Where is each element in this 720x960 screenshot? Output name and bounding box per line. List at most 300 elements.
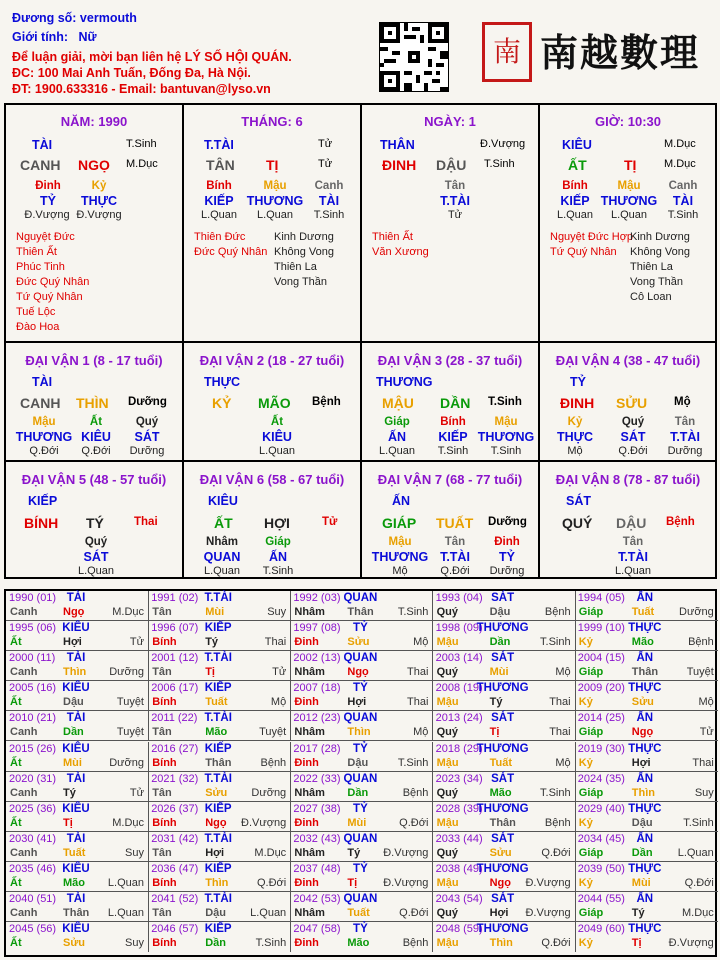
year-stage: Thai: [406, 666, 429, 679]
year-stage: Q.Đới: [399, 816, 429, 829]
hidden-can: Quý: [621, 416, 645, 428]
year-chi: Mùi: [489, 666, 509, 679]
year-label: 2043 (54): [435, 893, 483, 905]
hidden-can: Mậu: [32, 416, 56, 428]
dai-van-stage: Dưỡng: [488, 516, 527, 528]
brand-logo: 南越數理: [540, 30, 701, 75]
year-stage: Suy: [694, 786, 714, 799]
year-label: 2002 (13): [293, 652, 341, 665]
year-than: KIÊU: [62, 742, 90, 755]
year-stage: Dưỡng: [251, 786, 287, 799]
dai-van-title: ĐẠI VẬN 8 (78 - 87 tuổi): [555, 472, 701, 487]
year-chi: Sửu: [631, 696, 654, 709]
pillar-month: [184, 105, 362, 343]
year-label: 1995 (06): [9, 622, 57, 635]
hidden-than: THỰC: [80, 194, 118, 208]
year-can: Tân: [152, 907, 172, 919]
hidden-than: THƯƠNG: [246, 194, 304, 208]
dai-van-cell: [6, 343, 184, 462]
year-can: Kỷ: [578, 876, 593, 889]
year-chi: Mão: [347, 937, 370, 950]
year-cell: [575, 711, 718, 741]
year-chi: Tuất: [205, 696, 228, 709]
year-label: 2035 (46): [9, 862, 57, 875]
year-cell: [575, 742, 718, 772]
year-than: KIẾP: [204, 622, 232, 635]
year-chi: Mão: [205, 726, 228, 739]
year-label: 2015 (26): [9, 742, 57, 755]
year-label: 2037 (48): [293, 862, 341, 875]
year-chi: Mão: [489, 786, 512, 799]
year-than: ẤN: [636, 712, 654, 725]
year-than: THỰC: [628, 742, 662, 755]
year-label: 2019 (30): [577, 742, 625, 755]
year-chi: Hợi: [347, 696, 367, 709]
hidden-stage: L.Quan: [77, 565, 115, 577]
dai-van-can: BÍNH: [24, 515, 59, 531]
year-chi: Thân: [347, 606, 374, 618]
hidden-can: Tân: [674, 416, 696, 428]
year-label: 2010 (21): [9, 712, 57, 725]
star: Không Vong: [274, 246, 334, 258]
year-chi: Sửu: [489, 846, 512, 859]
year-chi: Thìn: [205, 876, 229, 889]
star: Không Vong: [630, 246, 690, 258]
pillar-can: ẤT: [568, 157, 587, 173]
year-chi: Hợi: [63, 636, 82, 649]
year-label: 2018 (29): [435, 742, 483, 755]
year-than: THỰC: [628, 862, 662, 875]
hidden-stage: L.Quan: [256, 209, 294, 221]
hidden-can: Bính: [440, 416, 466, 428]
hidden-stage: Dưỡng: [489, 565, 525, 577]
year-stage: M.Dục: [112, 606, 144, 618]
year-cell: [148, 772, 291, 802]
year-than: TÀI: [66, 772, 86, 785]
star: Vong Thần: [274, 276, 328, 288]
year-stage: Đ.Vượng: [241, 816, 287, 829]
year-stage: Bệnh: [544, 816, 571, 829]
year-cell: [290, 711, 433, 741]
year-cell: [290, 742, 433, 772]
year-cell: [290, 862, 433, 892]
year-stage: Tử: [129, 636, 144, 649]
year-chi: Tị: [347, 876, 358, 889]
star: Đức Quý Nhân: [16, 276, 90, 288]
year-chi: Dần: [489, 636, 511, 649]
year-can: Kỷ: [578, 636, 593, 649]
year-label: 2044 (55): [577, 893, 625, 905]
hidden-can: Đinh: [35, 180, 61, 192]
hidden-stage: Dưỡng: [667, 445, 703, 457]
star-list: [630, 231, 690, 303]
year-label: 1991 (02): [151, 592, 199, 604]
year-stage: Đ.Vượng: [525, 876, 571, 889]
year-chi: Ngọ: [205, 816, 227, 829]
star: Tuế Lộc: [16, 306, 56, 318]
year-cell: [433, 922, 576, 952]
year-cell: [148, 922, 291, 952]
year-than: TỶ: [353, 622, 368, 635]
year-label: 2022 (33): [293, 772, 341, 785]
hidden-than: THƯƠNG: [15, 430, 73, 444]
hidden-stage: Q.Đới: [81, 445, 111, 457]
year-can: Mậu: [436, 816, 459, 829]
year-chi: Mão: [63, 876, 85, 889]
year-label: 2027 (38): [293, 802, 341, 815]
star: Đào Hoa: [16, 321, 60, 333]
hidden-stage: Đ.Vượng: [24, 209, 70, 221]
subject-name: Đương số: vermouth: [12, 11, 137, 25]
hidden-than: KIẾP: [438, 430, 468, 444]
year-cell: [6, 651, 149, 681]
year-can: Kỷ: [578, 756, 593, 769]
year-than: QUAN: [343, 712, 378, 725]
year-label: 1990 (01): [9, 592, 57, 604]
pillar-chi-right: M.Dục: [664, 158, 696, 170]
year-stage: Suy: [267, 606, 287, 618]
dai-van-stage: Mộ: [674, 396, 691, 408]
hidden-can: Mậu: [263, 180, 287, 192]
year-than: KIÊU: [62, 802, 90, 815]
year-chi: Tị: [63, 816, 73, 829]
year-cell: [433, 742, 576, 772]
year-stage: Đ.Vượng: [525, 907, 571, 919]
year-can: Ất: [10, 876, 22, 889]
year-than: SÁT: [491, 893, 515, 905]
year-cell: [6, 681, 149, 711]
annual-table: [4, 589, 717, 957]
year-can: Đinh: [294, 636, 319, 649]
year-cell: [290, 802, 433, 832]
star: Tứ Quý Nhân: [16, 291, 83, 303]
dai-van-chi: TÝ: [86, 515, 104, 531]
year-stage: Q.Đới: [256, 876, 287, 889]
hidden-can: Mậu: [617, 180, 641, 192]
year-label: 2024 (35): [577, 772, 625, 785]
year-cell: [575, 591, 718, 621]
year-label: 2045 (56): [9, 923, 57, 936]
year-than: SÁT: [491, 652, 515, 665]
year-than: THƯƠNG: [476, 742, 529, 755]
year-chi: Tý: [63, 786, 76, 799]
year-label: 2049 (60): [577, 923, 625, 936]
year-cell: [433, 651, 576, 681]
pillar-year: [6, 105, 184, 343]
dai-van-than: THỰC: [204, 375, 241, 389]
year-chi: Ngọ: [631, 726, 654, 739]
hidden-can: Ất: [89, 416, 103, 428]
year-stage: M.Dục: [254, 846, 287, 859]
dai-van-than: KIÊU: [208, 494, 238, 508]
pillar-top-left: THÂN: [380, 138, 415, 152]
year-can: Nhâm: [294, 726, 325, 739]
year-cell: [6, 862, 149, 892]
hidden-can: Tân: [444, 536, 466, 548]
dai-van-can: MẬU: [382, 395, 414, 411]
year-chi: Mùi: [63, 756, 82, 769]
star: Kinh Dương: [274, 231, 334, 243]
year-can: Nhâm: [294, 846, 325, 859]
year-cell: [148, 651, 291, 681]
year-cell: [6, 832, 149, 862]
year-cell: [290, 621, 433, 651]
year-label: 2047 (58): [293, 923, 341, 936]
year-label: 2031 (42): [151, 832, 199, 845]
year-chi: Tuất: [631, 606, 655, 618]
year-than: QUAN: [343, 832, 378, 845]
year-cell: [575, 621, 718, 651]
pillar-chi: TỊ: [266, 157, 279, 173]
year-label: 1999 (10): [577, 622, 625, 635]
year-can: Quý: [436, 846, 458, 859]
year-can: Tân: [152, 846, 172, 859]
year-cell: [433, 802, 576, 832]
year-can: Tân: [152, 666, 172, 679]
pillar-chi: DẬU: [436, 157, 467, 173]
year-can: Ất: [10, 696, 22, 709]
year-stage: Q.Đới: [541, 846, 571, 859]
year-can: Bính: [152, 696, 177, 709]
hidden-can: Đinh: [494, 536, 520, 548]
year-stage: L.Quan: [107, 907, 144, 919]
year-can: Đinh: [294, 937, 319, 950]
year-can: Canh: [10, 666, 38, 679]
year-stage: Dưỡng: [109, 756, 144, 769]
hidden-stage: L.Quan: [203, 565, 241, 577]
year-label: 2046 (57): [151, 923, 199, 936]
year-label: 2041 (52): [151, 893, 199, 905]
hidden-than: KIẾP: [560, 194, 590, 208]
dai-van-can: QUÝ: [562, 515, 593, 531]
year-chi: Tý: [347, 846, 361, 859]
year-stage: Tuyệt: [116, 696, 144, 709]
pillar-title: NĂM: 1990: [60, 114, 128, 129]
year-cell: [148, 892, 291, 922]
hidden-stage: L.Quan: [378, 445, 416, 457]
year-stage: M.Dục: [112, 816, 144, 829]
year-label: 1998 (09): [435, 622, 483, 635]
year-label: 2006 (17): [151, 682, 199, 695]
year-chi: Dần: [63, 726, 84, 739]
year-can: Đinh: [294, 816, 319, 829]
pillar-title: THÁNG: 6: [241, 114, 303, 129]
year-stage: Dưỡng: [679, 606, 714, 618]
hidden-can: Tân: [622, 536, 644, 548]
year-than: THƯƠNG: [476, 862, 529, 875]
year-chi: Dần: [205, 937, 226, 950]
hidden-than: KIẾP: [204, 194, 234, 208]
year-cell: [6, 892, 149, 922]
year-label: 2005 (16): [9, 682, 57, 695]
pillar-hour: [540, 105, 716, 343]
star: Thiên Ất: [372, 231, 413, 243]
year-cell: [148, 621, 291, 651]
hidden-than: TỶ: [499, 550, 515, 564]
year-cell: [290, 892, 433, 922]
year-can: Giáp: [578, 666, 604, 679]
hidden-stage: Mộ: [392, 565, 408, 577]
hidden-than: SÁT: [620, 430, 646, 444]
year-cell: [575, 772, 718, 802]
year-cell: [575, 892, 718, 922]
year-cell: [148, 711, 291, 741]
year-stage: T.Sinh: [397, 606, 429, 618]
pillar-title: NGÀY: 1: [424, 114, 476, 129]
year-cell: [433, 621, 576, 651]
year-than: QUAN: [343, 772, 378, 785]
year-cell: [6, 922, 149, 952]
year-label: 2000 (11): [9, 652, 56, 665]
year-stage: T.Sinh: [397, 756, 429, 769]
hidden-than: SÁT: [83, 550, 109, 564]
year-stage: Tuyệt: [116, 726, 144, 739]
year-cell: [6, 621, 149, 651]
star: Văn Xương: [372, 246, 429, 258]
year-stage: Suy: [125, 846, 144, 859]
dai-van-stage: T.Sinh: [488, 396, 522, 408]
dai-van-title: ĐẠI VẬN 2 (18 - 27 tuổi): [199, 353, 345, 368]
year-label: 1997 (08): [293, 622, 341, 635]
year-label: 2026 (37): [151, 802, 199, 815]
year-than: KIÊU: [62, 682, 90, 695]
year-can: Canh: [10, 907, 38, 919]
hidden-can: Bính: [206, 180, 232, 192]
hidden-than: THỰC: [556, 430, 594, 444]
dai-van-cell: [6, 462, 184, 579]
year-chi: Thân: [489, 816, 516, 829]
year-cell: [6, 772, 149, 802]
dai-van-cell: [362, 462, 540, 579]
star-list: [550, 231, 633, 258]
year-than: QUAN: [343, 893, 378, 905]
year-than: TỶ: [353, 862, 368, 875]
pillar-chi-right: T.Sinh: [484, 158, 515, 170]
year-cell: [433, 591, 576, 621]
star: Nguyệt Đức: [16, 231, 75, 243]
qr-code-icon: [379, 22, 449, 92]
year-chi: Thân: [63, 907, 90, 919]
year-than: SÁT: [491, 592, 515, 604]
year-chi: Tuất: [63, 846, 86, 859]
year-label: 2029 (40): [577, 802, 625, 815]
dai-van-cell: [540, 462, 716, 579]
year-chi: Thìn: [489, 937, 513, 950]
year-can: Bính: [152, 876, 177, 889]
year-stage: T.Sinh: [255, 937, 287, 950]
pillar-top-left: T.TÀI: [204, 138, 234, 152]
hidden-stage: Đ.Vượng: [76, 209, 122, 221]
year-label: 1994 (05): [577, 592, 625, 604]
address-line: ĐC: 100 Mai Anh Tuấn, Đống Đa, Hà Nội.: [12, 66, 251, 80]
year-stage: T.Sinh: [540, 636, 571, 649]
dai-van-than: KIẾP: [28, 494, 58, 508]
star: Đức Quý Nhân: [194, 246, 268, 258]
year-than: KIẾP: [204, 923, 232, 936]
hidden-than: THƯƠNG: [477, 430, 535, 444]
year-chi: Sửu: [205, 786, 228, 799]
year-can: Quý: [436, 726, 458, 739]
year-than: T.TÀI: [204, 712, 232, 725]
dai-van-cell: [540, 343, 716, 462]
year-label: 2011 (22): [151, 712, 198, 725]
year-stage: L.Quan: [677, 846, 714, 859]
year-cell: [575, 922, 718, 952]
dai-van-than: ẤN: [392, 494, 411, 508]
hidden-stage: T.Sinh: [437, 445, 469, 457]
year-chi: Tuất: [489, 756, 512, 769]
year-cell: [433, 711, 576, 741]
year-chi: Sửu: [63, 937, 86, 950]
dai-van-chi: TUẤT: [436, 515, 474, 531]
year-chi: Thìn: [631, 786, 656, 799]
year-than: THỰC: [628, 923, 662, 936]
year-chi: Mùi: [631, 876, 651, 889]
year-chi: Dần: [347, 786, 369, 799]
year-chi: Tuất: [347, 907, 370, 919]
year-can: Giáp: [578, 606, 604, 618]
star: Tứ Quý Nhân: [550, 246, 617, 258]
year-label: 2012 (23): [293, 712, 341, 725]
hidden-than: TÀI: [318, 194, 340, 208]
year-stage: Dưỡng: [109, 666, 144, 679]
year-cell: [433, 832, 576, 862]
year-chi: Hợi: [205, 846, 225, 859]
dai-van-chi: MÃO: [258, 395, 291, 411]
year-label: 1993 (04): [435, 592, 483, 604]
hidden-than: ẤN: [387, 430, 407, 444]
hidden-stage: Mộ: [567, 445, 583, 457]
year-chi: Mùi: [205, 606, 225, 618]
year-stage: Thai: [549, 696, 571, 709]
year-can: Bính: [152, 816, 177, 829]
year-than: KIÊU: [62, 862, 90, 875]
star: Nguyệt Đức Hợp: [550, 231, 634, 243]
year-than: TỶ: [353, 682, 368, 695]
hidden-stage: L.Quan: [610, 209, 648, 221]
star: Vong Thần: [630, 276, 684, 288]
year-can: Đinh: [294, 756, 319, 769]
year-than: THỰC: [628, 622, 662, 635]
year-can: Nhâm: [294, 606, 325, 618]
year-stage: Bệnh: [260, 756, 287, 769]
year-stage: T.Sinh: [683, 816, 714, 829]
year-can: Mậu: [436, 696, 459, 709]
dai-van-stage: Thai: [134, 516, 158, 528]
year-stage: Q.Đới: [399, 907, 429, 919]
year-label: 2030 (41): [9, 832, 57, 845]
year-cell: [575, 862, 718, 892]
hidden-stage: T.Sinh: [667, 209, 699, 221]
year-chi: Tị: [489, 726, 500, 739]
hidden-stage: L.Quan: [200, 209, 238, 221]
year-than: ẤN: [636, 652, 654, 665]
pillar-title: GIỜ: 10:30: [594, 114, 661, 129]
hidden-than: KIÊU: [262, 430, 292, 444]
dai-van-stage: Tử: [322, 516, 338, 528]
year-stage: Thai: [406, 696, 429, 709]
hidden-stage: T.Sinh: [262, 565, 294, 577]
year-stage: Đ.Vượng: [383, 876, 429, 889]
dai-van-stage: Bệnh: [666, 516, 695, 528]
year-stage: Mộ: [555, 756, 571, 769]
year-can: Giáp: [578, 726, 604, 739]
hidden-than: THƯƠNG: [600, 194, 658, 208]
year-stage: Mộ: [413, 636, 429, 649]
year-can: Giáp: [578, 846, 604, 859]
year-can: Ất: [10, 937, 22, 950]
dai-van-than: TÀI: [32, 375, 53, 389]
